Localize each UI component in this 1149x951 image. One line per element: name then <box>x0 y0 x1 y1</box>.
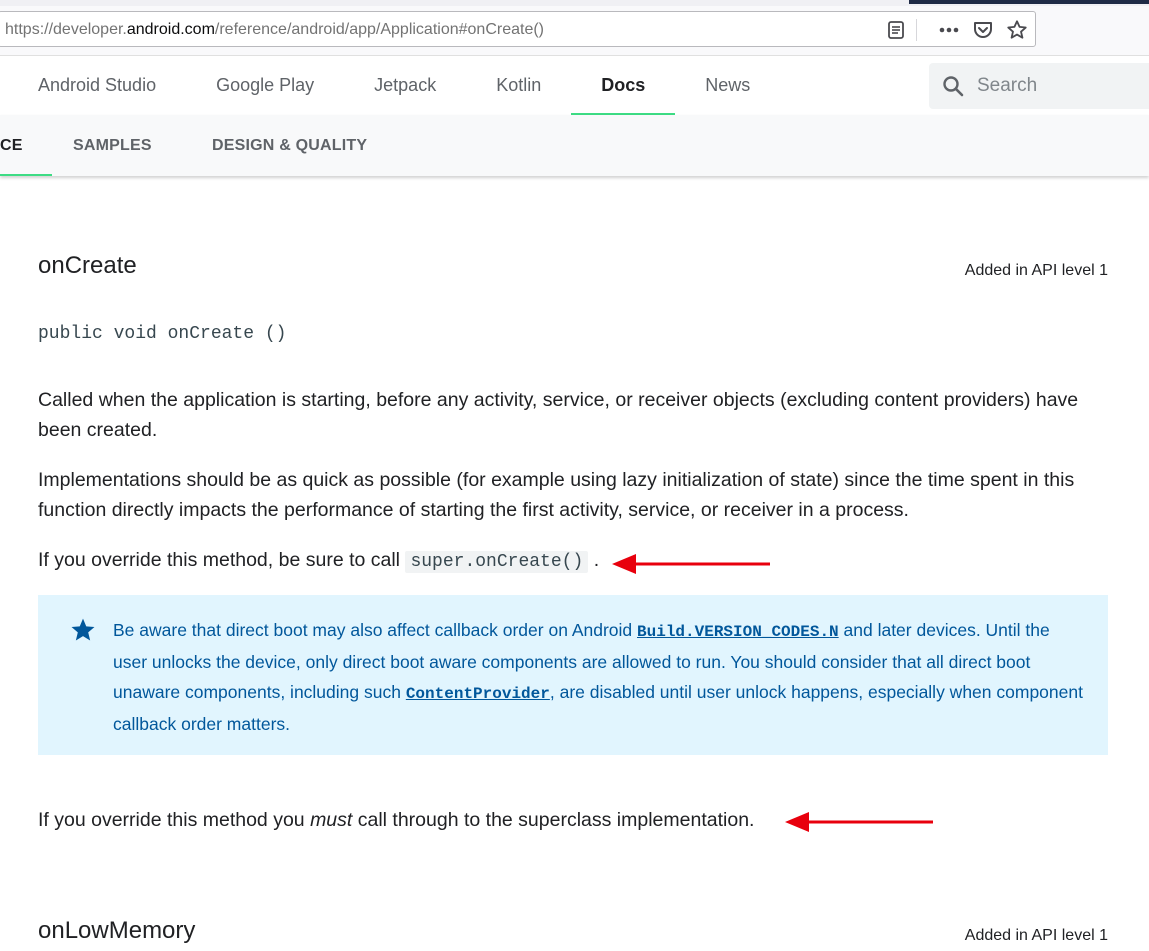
url-host: android.com <box>126 21 215 38</box>
content-provider-link[interactable]: ContentProvider <box>405 685 550 703</box>
nav-news[interactable]: News <box>705 75 751 95</box>
pocket-icon[interactable] <box>971 18 995 42</box>
top-nav <box>8 56 780 115</box>
description-para-3 <box>38 545 1108 577</box>
method-title-onlowmemory: onLowMemory <box>38 917 196 944</box>
more-icon[interactable] <box>937 18 961 42</box>
sub-nav <box>0 115 1149 176</box>
para4-emphasis: must <box>310 809 353 831</box>
nav-android-studio[interactable]: Android Studio <box>38 75 157 95</box>
para3-prefix: If you override this method, be sure to call <box>38 549 406 571</box>
nav-kotlin[interactable]: Kotlin <box>496 75 542 95</box>
note-part-1: Be aware that direct boot may also affect callback order on Android <box>113 620 638 640</box>
red-arrow-annotation <box>612 552 772 576</box>
nav-google-play[interactable]: Google Play <box>216 75 315 95</box>
url-actions <box>884 18 1029 42</box>
url-path: /reference/android/app/Application#onCreate() <box>214 21 544 38</box>
search-input[interactable] <box>977 71 1147 101</box>
super-oncreate-code: super.onCreate() <box>405 551 588 573</box>
star-icon <box>70 617 96 643</box>
reader-view-icon[interactable] <box>884 18 908 42</box>
search-box[interactable] <box>929 63 1149 109</box>
nav-docs[interactable]: Docs <box>571 56 675 115</box>
para3-suffix: . <box>593 549 600 571</box>
method-title-oncreate: onCreate <box>38 252 137 279</box>
description-para-1: Called when the application is starting, before any activity, service, or receiver objects (excluding content providers) have been created. <box>38 389 1079 441</box>
tab-strip-edge <box>909 0 1149 4</box>
direct-boot-note <box>38 595 1108 755</box>
url-text[interactable] <box>5 21 544 39</box>
bookmark-star-icon[interactable] <box>1005 18 1029 42</box>
para4-prefix: If you override this method you <box>38 809 311 831</box>
site-header <box>0 56 1149 115</box>
subnav-reference[interactable]: CE <box>0 115 52 176</box>
red-arrow-annotation-2 <box>785 810 945 834</box>
search-icon <box>941 74 965 98</box>
api-level-onlowmemory: Added in API level 1 <box>964 927 1108 944</box>
note-text <box>113 615 1088 739</box>
note-part-2: and later devices. Until the user unlocks the device, only direct boot aware components are allowed to run. You should consider that all direct boot unaware components, including such <box>113 620 1050 702</box>
note-part-3: , are disabled until user unlock happens, especially when component callback order matters. <box>113 682 1083 734</box>
method-signature: public void onCreate () <box>38 324 287 344</box>
url-bar[interactable] <box>0 11 1036 47</box>
subnav-samples[interactable]: SAMPLES <box>73 136 152 154</box>
description-para-2: Implementations should be as quick as possible (for example using lazy initialization of state) since the time spent in this function directly impacts the performance of starting the first activity, service, or receiver in a process. <box>38 469 1075 521</box>
subnav-design-quality[interactable]: DESIGN & QUALITY <box>212 136 368 154</box>
build-version-codes-n-link[interactable]: Build.VERSION_CODES.N <box>637 623 839 641</box>
url-prefix: https://developer. <box>5 21 127 38</box>
description-para-4 <box>38 805 1108 835</box>
nav-jetpack[interactable]: Jetpack <box>374 75 437 95</box>
api-level-oncreate: Added in API level 1 <box>964 262 1108 279</box>
browser-toolbar <box>0 6 1149 56</box>
para4-suffix: call through to the superclass implementation. <box>352 809 755 831</box>
url-actions-divider <box>916 19 917 41</box>
